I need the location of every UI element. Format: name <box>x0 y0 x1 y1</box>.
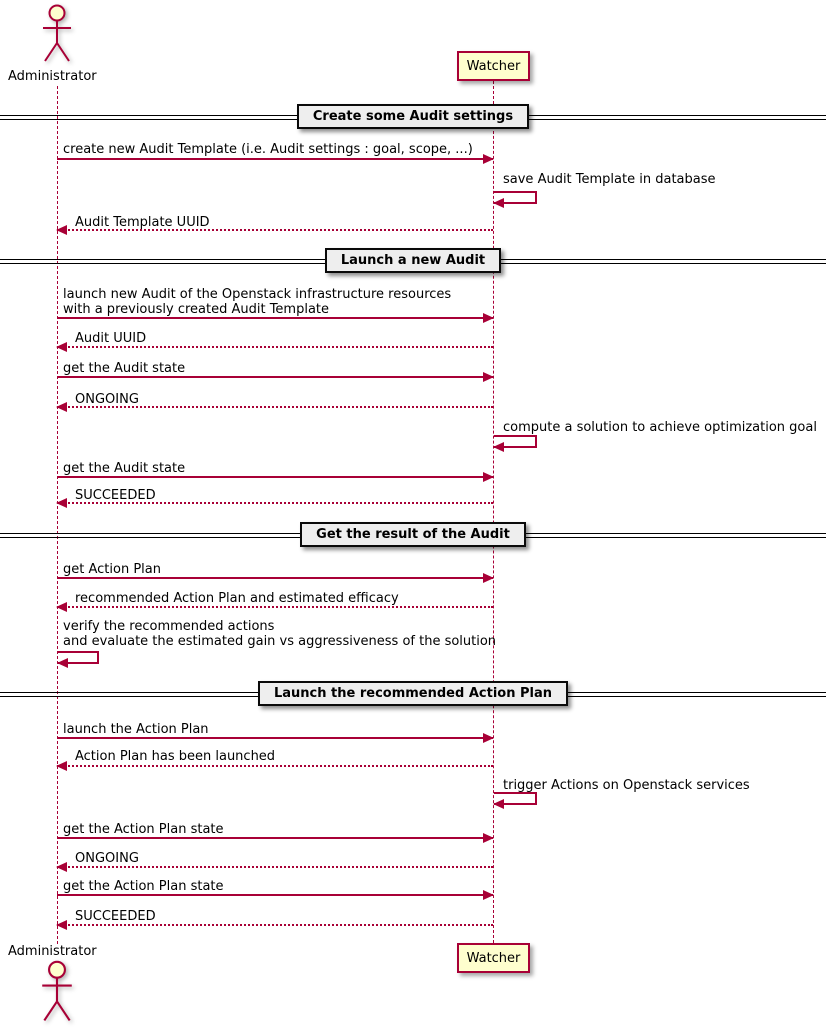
arrowhead-left-icon <box>493 198 504 208</box>
administrator-actor-icon <box>38 959 76 1027</box>
arrowhead-left-icon <box>493 442 504 452</box>
section-divider-launch-new-audit <box>0 248 826 274</box>
arrowhead-left-icon <box>56 225 67 235</box>
watcher-participant-top <box>457 51 530 81</box>
return-arrow <box>57 866 493 868</box>
message-label: Audit Template UUID <box>75 215 210 230</box>
return-arrow <box>57 924 493 926</box>
arrowhead-left-icon <box>57 658 68 668</box>
administrator-label-top: Administrator <box>8 69 97 84</box>
message-arrow <box>57 577 493 579</box>
message-arrow <box>57 837 493 839</box>
arrowhead-left-icon <box>493 799 504 809</box>
arrowhead-left-icon <box>56 761 67 771</box>
message-label: Audit UUID <box>75 331 147 346</box>
self-message-loop <box>58 651 99 664</box>
message-arrow <box>57 737 493 739</box>
self-message-loop <box>494 792 537 805</box>
divider-title: Launch a new Audit <box>325 248 501 273</box>
arrowhead-right-icon <box>483 573 494 583</box>
return-arrow <box>57 765 493 767</box>
watcher-label-top: Watcher <box>466 58 521 74</box>
section-divider-get-audit-result <box>0 522 826 548</box>
message-label-line1: verify the recommended actions <box>63 619 275 634</box>
watcher-lifeline <box>493 81 494 943</box>
watcher-label-bottom: Watcher <box>466 950 521 966</box>
arrowhead-left-icon <box>56 862 67 872</box>
message-label: get Action Plan <box>63 562 161 577</box>
return-arrow <box>57 502 493 504</box>
message-label-line1: launch new Audit of the Openstack infrastructure resources <box>63 287 452 302</box>
self-message-label: compute a solution to achieve optimization goal <box>503 420 817 435</box>
self-message-label <box>63 619 496 649</box>
administrator-actor-icon <box>39 3 75 67</box>
return-arrow <box>57 406 493 408</box>
message-label-line2: and evaluate the estimated gain vs aggressiveness of the solution <box>63 634 497 649</box>
message-label: get the Audit state <box>63 461 186 476</box>
arrowhead-left-icon <box>56 342 67 352</box>
message-arrow <box>57 317 493 319</box>
message-arrow <box>57 894 493 896</box>
arrowhead-right-icon <box>483 372 494 382</box>
watcher-participant-bottom <box>457 943 530 973</box>
self-message-label: trigger Actions on Openstack services <box>503 778 750 793</box>
message-label: get the Action Plan state <box>63 879 224 894</box>
arrowhead-right-icon <box>483 154 494 164</box>
message-label <box>63 287 451 317</box>
message-arrow <box>57 476 493 478</box>
message-label: recommended Action Plan and estimated efficacy <box>75 591 399 606</box>
self-message-loop <box>494 191 537 204</box>
arrowhead-left-icon <box>56 402 67 412</box>
message-label: SUCCEEDED <box>75 909 156 924</box>
message-label: Action Plan has been launched <box>75 749 276 764</box>
message-label: ONGOING <box>75 392 139 407</box>
arrowhead-left-icon <box>56 602 67 612</box>
divider-title: Create some Audit settings <box>297 104 529 129</box>
arrowhead-right-icon <box>483 890 494 900</box>
message-label: ONGOING <box>75 851 139 866</box>
message-arrow <box>57 158 493 160</box>
divider-title: Get the result of the Audit <box>300 522 526 547</box>
arrowhead-left-icon <box>56 920 67 930</box>
message-label: get the Audit state <box>63 361 186 376</box>
self-message-loop <box>494 435 537 448</box>
section-divider-create-audit-settings <box>0 104 826 130</box>
return-arrow <box>57 606 493 608</box>
section-divider-launch-action-plan <box>0 681 826 707</box>
message-label: create new Audit Template (i.e. Audit settings : goal, scope, ...) <box>63 142 473 157</box>
administrator-lifeline <box>57 86 58 944</box>
arrowhead-right-icon <box>483 472 494 482</box>
message-label: SUCCEEDED <box>75 488 156 503</box>
administrator-label-bottom: Administrator <box>8 944 97 959</box>
message-label-line2: with a previously created Audit Template <box>63 302 330 317</box>
arrowhead-left-icon <box>56 498 67 508</box>
message-label: launch the Action Plan <box>63 722 209 737</box>
return-arrow <box>57 229 493 231</box>
arrowhead-right-icon <box>483 313 494 323</box>
arrowhead-right-icon <box>483 733 494 743</box>
self-message-label: save Audit Template in database <box>503 172 716 187</box>
arrowhead-right-icon <box>483 833 494 843</box>
message-label: get the Action Plan state <box>63 822 224 837</box>
divider-title: Launch the recommended Action Plan <box>258 681 568 706</box>
return-arrow <box>57 346 493 348</box>
message-arrow <box>57 376 493 378</box>
